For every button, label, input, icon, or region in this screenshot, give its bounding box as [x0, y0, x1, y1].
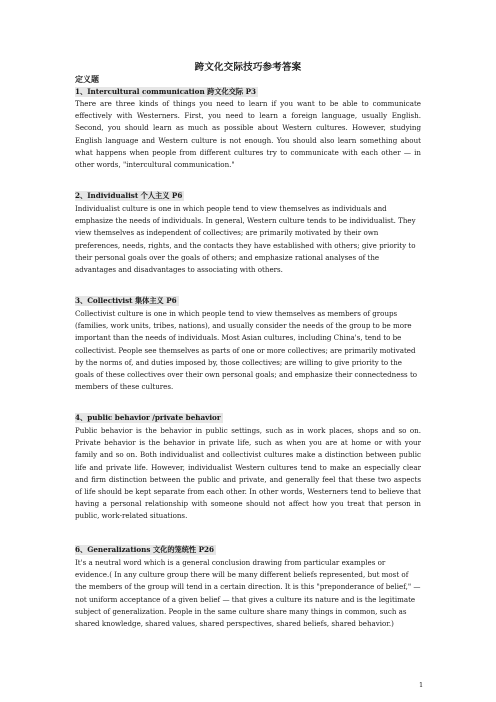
heading-public-private-behavior: 4、public behavior /private behavior [75, 413, 221, 422]
heading-individualist: 2、Individualist 个人主义 P6 [75, 191, 183, 200]
paragraph-individualist: Individualist culture is one in which people tend to view themselves as individuals and emphasize the needs of individuals. In general, Western culture tends to be individualist. They view themselves as independent of collectives; are primarily motivated by their own preferences, needs, rights, and the contacts they have established with others; give priority to their personal goals over the goals of others; and emphasize rational analyses of the advantages and disadvantages to associating with others. [75, 204, 416, 275]
heading-collectivist: 3、Collectivist 集体主义 P6 [75, 296, 177, 305]
heading-intercultural-communication: 1、Intercultural communication 跨文化交际 P3 [75, 87, 257, 96]
document-title: 跨文化交际技巧参考答案 [194, 62, 302, 73]
paragraph-collectivist: Collectivist culture is one in which people tend to view themselves as members of groups (families, work units, tribes, nations), and usually consider the needs of the group to be more important than the needs of individuals. Most Asian cultures, including China's, tend to be collectivist. People see themselves as parts of one or more collectives; are primarily motivated by the norms of, and duties imposed by, those collectives; are willing to give priority to the goals of these collectives over their own personal goals; and emphasize their connectedness to members of these cultures. [75, 309, 418, 392]
page-number: 1 [419, 681, 424, 689]
heading-generalizations: 6、Generalizations 文化的笼统性 P26 [75, 545, 214, 554]
paragraph-generalizations: It's a neutral word which is a general conclusion drawing from particular examples or evidence.( In any culture group there will be many different beliefs represented, but most of the members of the group will tend in a certain direction. It is this "preponderance of belief," — not uniform acceptance of a given belief — that gives a culture its nature and is the legitimate subject of generalization. People in the same culture share many things in common, such as shared knowledge, shared values, shared perspectives, shared beliefs, shared behavior.) [75, 558, 421, 629]
section-label: 定义题 [75, 74, 99, 84]
paragraph-intercultural-communication: There are three kinds of things you need to learn if you want to be able to communicate effectively with Westerners. First, you need to learn a foreign language, usually English. Second, you should learn as much as possible about Western cultures. However, studying English language and Western culture is not enough. You should also learn something about what happens when people from different cultures try to communicate with each other — in other words, "intercultural communication." [75, 99, 421, 170]
paragraph-public-private-behavior: Public behavior is the behavior in public settings, such as in work places, shops and so on. Private behavior is the behavior in private life, such as when you are at home or with your family and so on. Both individualist and collectivist cultures make a distinction between public life and private life. However, individualist Western cultures tend to make an especially clear and firm distinction between the public and private, and generally feel that these two aspects of life should be kept separate from each other. In other words, Westerners tend to believe that having a personal relationship with someone should not affect how you treat that person in public, work-related situations. [75, 426, 421, 521]
